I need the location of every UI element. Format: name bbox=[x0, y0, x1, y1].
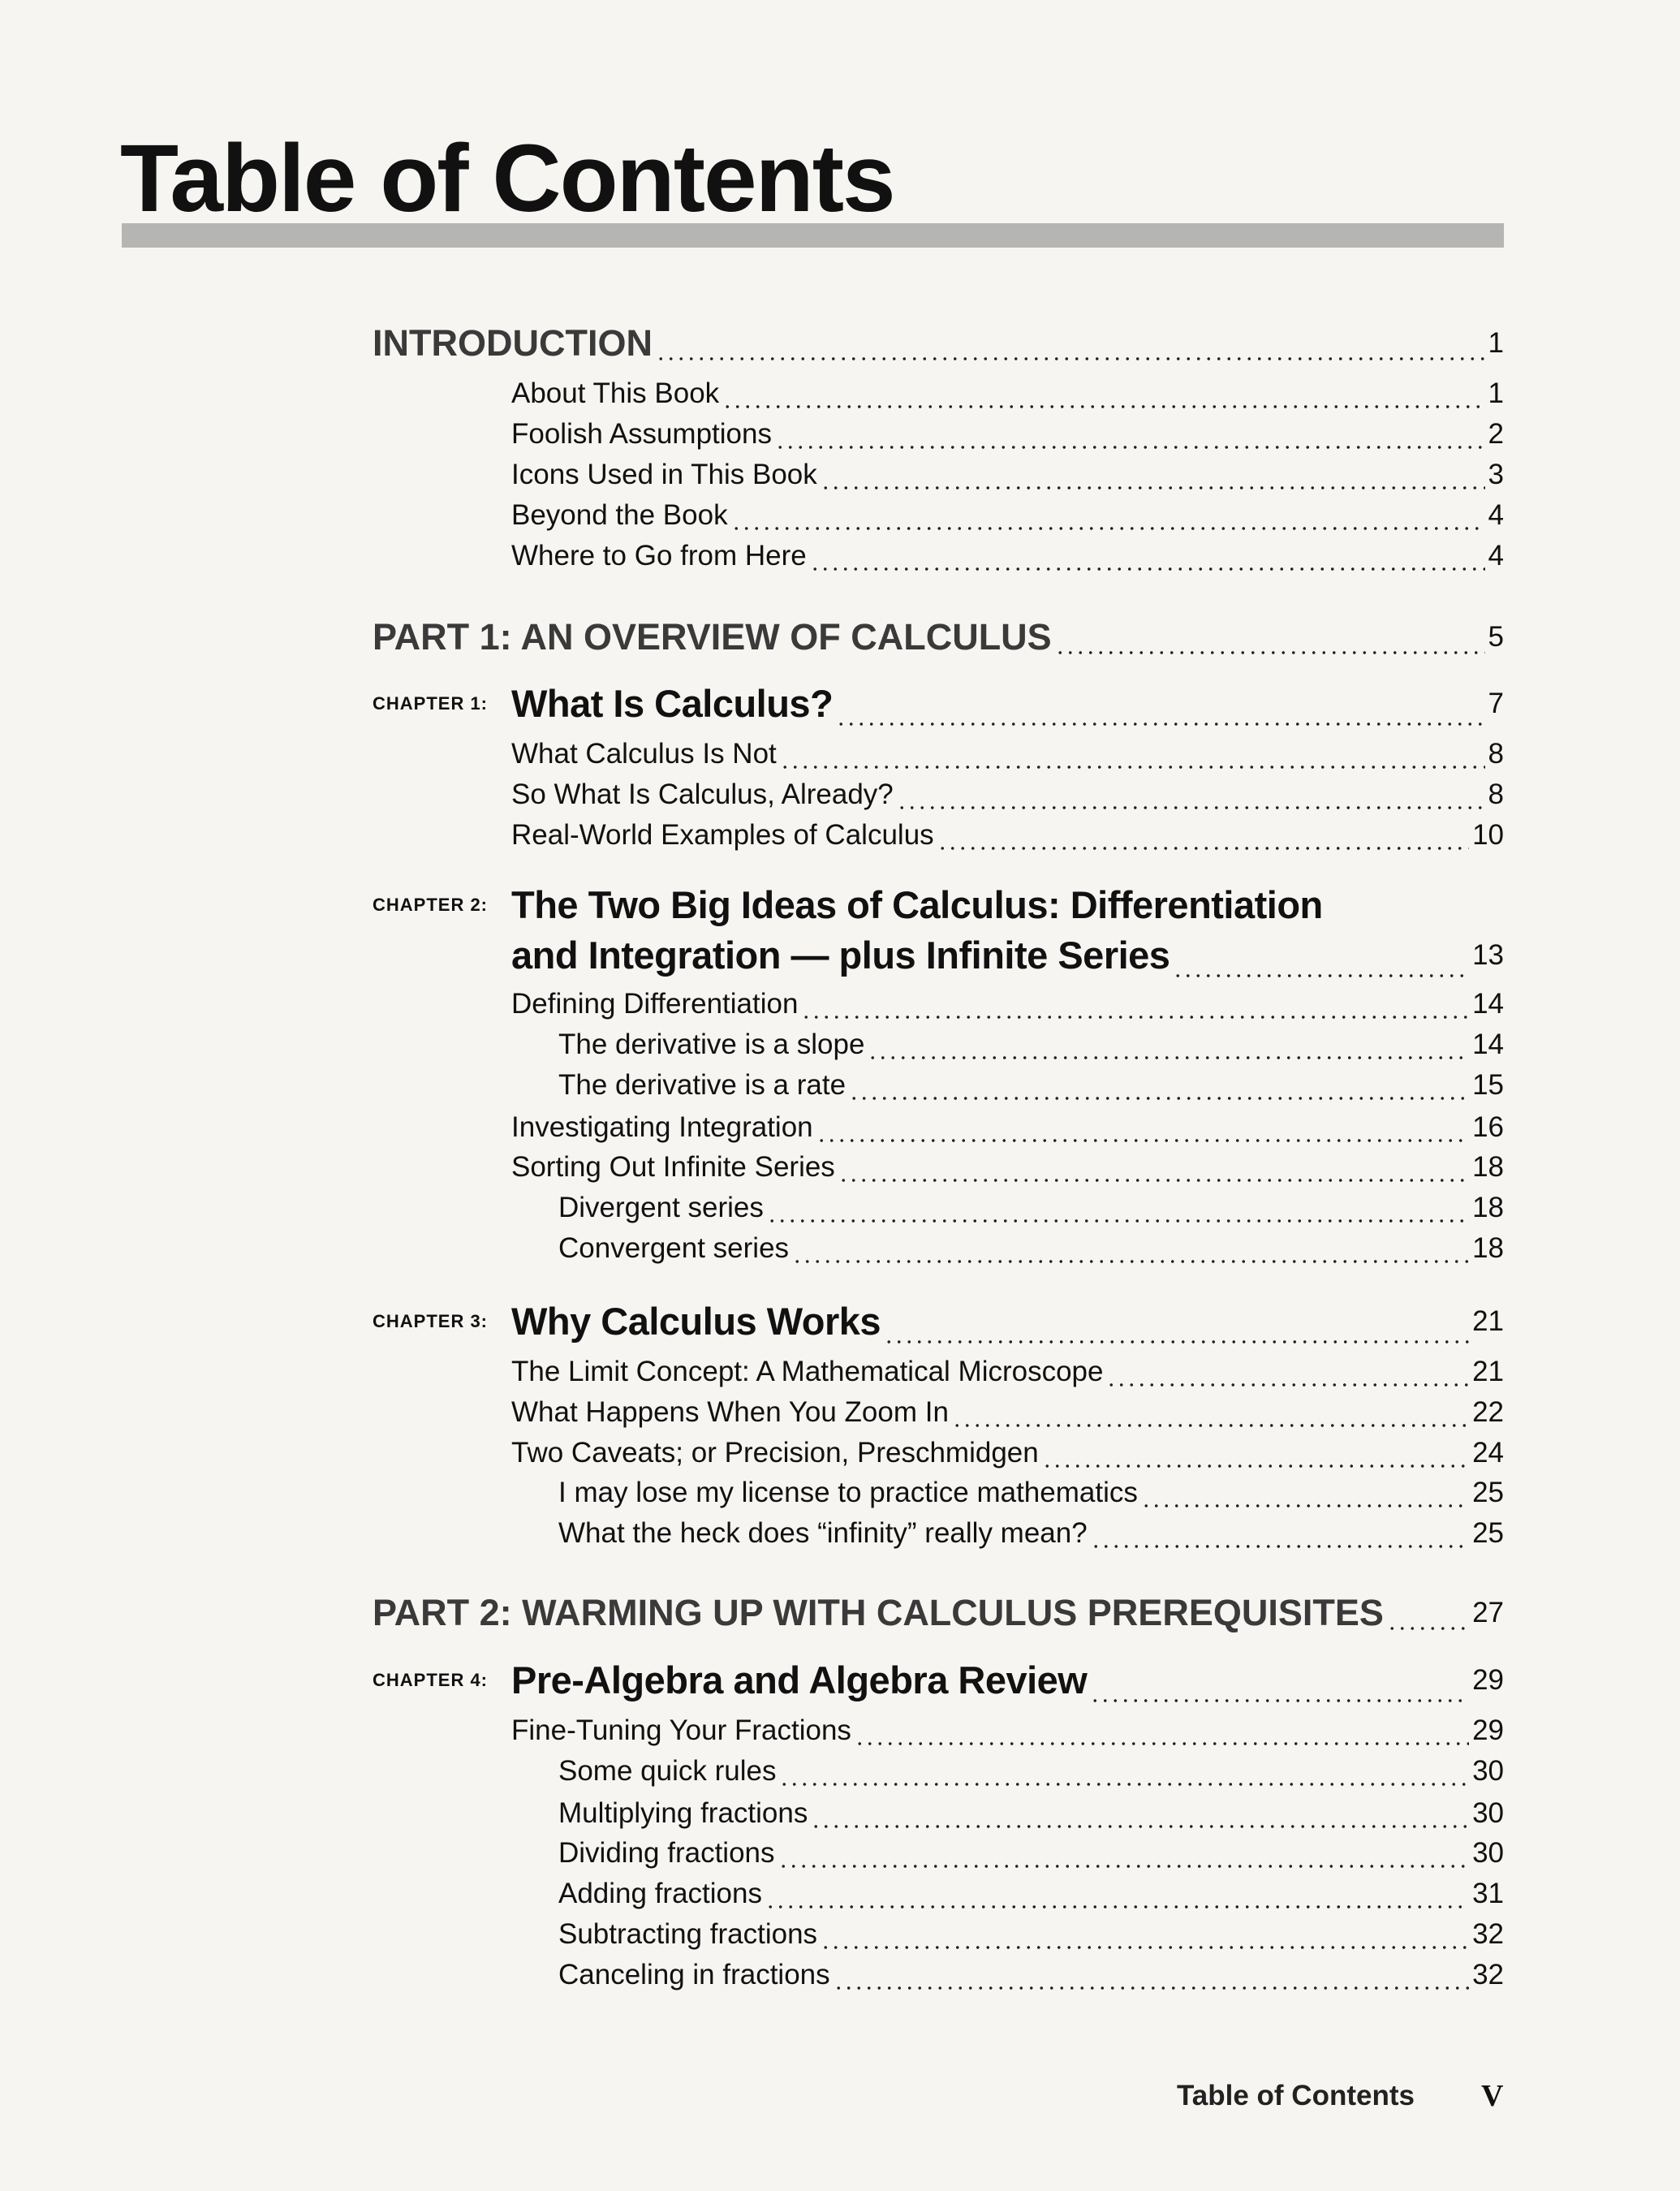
toc-entry-sub bbox=[558, 1833, 1504, 1874]
toc-entry-label: Sorting Out Infinite Series bbox=[511, 1151, 835, 1183]
toc-entry-page: 8 bbox=[1488, 738, 1504, 770]
toc-entry-label: Foolish Assumptions bbox=[511, 418, 772, 450]
toc-entry-sub bbox=[558, 1188, 1504, 1228]
toc-entry-label: The derivative is a rate bbox=[558, 1069, 846, 1101]
toc-entry-label: Some quick rules bbox=[558, 1755, 777, 1787]
toc-entry-label: Investigating Integration bbox=[511, 1111, 813, 1143]
toc-entry-sub bbox=[558, 1914, 1504, 1955]
dot-leader bbox=[816, 1119, 1469, 1148]
toc-entry-page: 16 bbox=[1472, 1111, 1504, 1143]
dot-leader bbox=[1091, 1525, 1469, 1554]
dot-leader bbox=[656, 331, 1485, 368]
toc-entry-item bbox=[511, 1352, 1504, 1392]
toc-entry-page: 3 bbox=[1488, 459, 1504, 490]
toc-entry-page: 25 bbox=[1472, 1517, 1504, 1549]
toc-entry-chapter bbox=[373, 1655, 1504, 1706]
toc-entry-page: 14 bbox=[1472, 988, 1504, 1020]
toc-entry-sub bbox=[558, 1513, 1504, 1554]
toc-entry-page: 27 bbox=[1472, 1597, 1504, 1628]
toc-entry-label: Divergent series bbox=[558, 1192, 764, 1223]
dot-leader bbox=[834, 1967, 1469, 1995]
toc-entry-item bbox=[511, 536, 1504, 576]
toc-entry-item bbox=[511, 1433, 1504, 1473]
dot-leader bbox=[780, 746, 1485, 774]
toc-entry-page: 14 bbox=[1472, 1029, 1504, 1060]
toc-entry-item bbox=[511, 774, 1504, 815]
toc-entry-sub bbox=[558, 1955, 1504, 1995]
toc-entry-page: 31 bbox=[1472, 1878, 1504, 1909]
toc-entry-part bbox=[373, 613, 1504, 662]
dot-leader bbox=[792, 1240, 1469, 1269]
toc-entry-page: 2 bbox=[1488, 418, 1504, 450]
dot-leader bbox=[778, 1845, 1470, 1874]
toc-entry-label: Fine-Tuning Your Fractions bbox=[511, 1714, 851, 1746]
toc-entry-label: The derivative is a slope bbox=[558, 1029, 865, 1060]
toc-entry-page: 4 bbox=[1488, 540, 1504, 571]
toc-entry-sub bbox=[558, 1228, 1504, 1269]
toc-entry-page: 4 bbox=[1488, 499, 1504, 531]
toc-entry-page: 15 bbox=[1472, 1069, 1504, 1101]
toc-entry-item bbox=[511, 414, 1504, 455]
toc-entry-label: Dividing fractions bbox=[558, 1837, 775, 1869]
toc-entry-chapter bbox=[373, 880, 1504, 930]
toc-entry-chapter-cont bbox=[511, 930, 1504, 981]
toc-entry-sub bbox=[558, 1024, 1504, 1065]
toc-entry-label: Canceling in fractions bbox=[558, 1959, 830, 1990]
toc-entry-page: 30 bbox=[1472, 1755, 1504, 1787]
toc-entry-sub bbox=[558, 1793, 1504, 1834]
dot-leader bbox=[810, 548, 1485, 576]
toc-entry-label: What Calculus Is Not bbox=[511, 738, 777, 770]
toc-entry-page: 18 bbox=[1472, 1151, 1504, 1183]
toc-entry-page: 13 bbox=[1472, 939, 1504, 971]
toc-entry-page: 7 bbox=[1488, 688, 1504, 719]
toc-entry-page: 8 bbox=[1488, 778, 1504, 810]
dot-leader bbox=[1106, 1364, 1469, 1392]
toc-entry-label: Convergent series bbox=[558, 1232, 790, 1264]
toc-entry-chapter bbox=[373, 1296, 1504, 1347]
dot-leader bbox=[1173, 968, 1469, 981]
dot-leader bbox=[1055, 625, 1485, 662]
dot-leader bbox=[855, 1723, 1469, 1751]
toc-entry-label: About This Book bbox=[511, 377, 720, 409]
toc-entry-page: 21 bbox=[1472, 1305, 1504, 1337]
page-title: Table of Contents bbox=[120, 125, 894, 232]
toc-entry-label: Real-World Examples of Calculus bbox=[511, 819, 934, 851]
toc-entry-label: So What Is Calculus, Already? bbox=[511, 778, 894, 810]
toc-entry-sub bbox=[558, 1751, 1504, 1792]
dot-leader bbox=[811, 1805, 1469, 1834]
dot-leader bbox=[952, 1404, 1469, 1433]
toc-entry-label: Defining Differentiation bbox=[511, 988, 799, 1020]
toc-entry-item bbox=[511, 455, 1504, 495]
toc-entry-page: 32 bbox=[1472, 1918, 1504, 1950]
dot-leader bbox=[884, 1334, 1469, 1347]
toc-entry-page: 1 bbox=[1488, 327, 1504, 359]
toc-entry-part bbox=[373, 319, 1504, 368]
dot-leader bbox=[779, 1763, 1469, 1792]
dot-leader bbox=[1387, 1601, 1469, 1637]
toc-entry-page: 30 bbox=[1472, 1797, 1504, 1829]
toc-entry-item bbox=[511, 815, 1504, 856]
toc-entry-label: What the heck does “infinity” really mean? bbox=[558, 1517, 1088, 1549]
toc-entry-page: 29 bbox=[1472, 1664, 1504, 1696]
toc-entry-sub bbox=[558, 1874, 1504, 1914]
toc-entry-label: Adding fractions bbox=[558, 1878, 762, 1909]
dot-leader bbox=[821, 1926, 1469, 1955]
running-footer-title: Table of Contents bbox=[1177, 2080, 1415, 2111]
toc-entry-item bbox=[511, 1392, 1504, 1433]
toc-entry-label: Beyond the Book bbox=[511, 499, 728, 531]
toc-entry-page: 18 bbox=[1472, 1192, 1504, 1223]
dot-leader bbox=[821, 467, 1485, 495]
toc-entry-item bbox=[511, 495, 1504, 536]
toc-entry-item bbox=[511, 1147, 1504, 1188]
dot-leader bbox=[868, 1037, 1469, 1065]
toc-entry-page: 21 bbox=[1472, 1356, 1504, 1387]
dot-leader bbox=[765, 1886, 1469, 1914]
toc-entry-label: Two Caveats; or Precision, Preschmidgen bbox=[511, 1437, 1039, 1469]
toc-entry-label: Subtracting fractions bbox=[558, 1918, 818, 1950]
toc-entry-label: Why Calculus Works bbox=[511, 1300, 881, 1343]
toc-entry-page: 25 bbox=[1472, 1477, 1504, 1508]
toc-entry-page: 5 bbox=[1488, 621, 1504, 653]
toc-entry-label: I may lose my license to practice mathematics bbox=[558, 1477, 1138, 1508]
toc-entry-part bbox=[373, 1589, 1504, 1637]
toc-entry-label: The Limit Concept: A Mathematical Microscope bbox=[511, 1356, 1104, 1387]
chapter-number: CHAPTER 2: bbox=[373, 895, 489, 915]
toc-entry-page: 24 bbox=[1472, 1437, 1504, 1469]
toc-entry-page: 30 bbox=[1472, 1837, 1504, 1869]
dot-leader bbox=[731, 507, 1485, 536]
toc-entry-sub bbox=[558, 1065, 1504, 1106]
toc-entry-item bbox=[511, 1107, 1504, 1148]
chapter-number: CHAPTER 1: bbox=[373, 693, 489, 714]
toc-entry-sub bbox=[558, 1473, 1504, 1513]
dot-leader bbox=[767, 1200, 1469, 1228]
dot-leader bbox=[775, 426, 1485, 455]
toc-entry-page: 32 bbox=[1472, 1959, 1504, 1990]
toc-entry-label: and Integration — plus Infinite Series bbox=[511, 934, 1170, 977]
toc-entry-chapter bbox=[373, 679, 1504, 729]
toc-entry-page: 10 bbox=[1472, 819, 1504, 851]
dot-leader bbox=[897, 787, 1485, 815]
toc-entry-item bbox=[511, 984, 1504, 1024]
dot-leader bbox=[1090, 1693, 1469, 1706]
dot-leader bbox=[722, 386, 1484, 414]
chapter-number: CHAPTER 4: bbox=[373, 1670, 489, 1690]
toc-entry-item bbox=[511, 373, 1504, 414]
dot-leader bbox=[1042, 1445, 1469, 1473]
toc-entry-label: Pre-Algebra and Algebra Review bbox=[511, 1658, 1088, 1701]
toc-entry-label: Where to Go from Here bbox=[511, 540, 807, 571]
toc-entry-label: PART 2: WARMING UP WITH CALCULUS PREREQUISITES bbox=[373, 1592, 1384, 1633]
toc-entry-label: What Happens When You Zoom In bbox=[511, 1396, 949, 1428]
toc-entry-page: 18 bbox=[1472, 1232, 1504, 1264]
toc-entry-item bbox=[511, 734, 1504, 774]
toc-entry-page: 22 bbox=[1472, 1396, 1504, 1428]
toc-entry-label: The Two Big Ideas of Calculus: Differentiation bbox=[511, 883, 1323, 926]
dot-leader bbox=[838, 1159, 1469, 1188]
dot-leader bbox=[849, 1077, 1469, 1106]
chapter-number: CHAPTER 3: bbox=[373, 1311, 489, 1331]
dot-leader bbox=[836, 716, 1484, 729]
dot-leader bbox=[801, 996, 1469, 1024]
toc-entry-page: 1 bbox=[1488, 377, 1504, 409]
page-number: V bbox=[1481, 2079, 1504, 2113]
toc-entry-label: What Is Calculus? bbox=[511, 682, 834, 725]
toc-entry-label: Multiplying fractions bbox=[558, 1797, 808, 1829]
dot-leader bbox=[937, 827, 1469, 856]
dot-leader bbox=[1141, 1485, 1469, 1513]
toc-entry-page: 29 bbox=[1472, 1714, 1504, 1746]
toc-entry-label: Icons Used in This Book bbox=[511, 459, 817, 490]
toc-entry-label: PART 1: AN OVERVIEW OF CALCULUS bbox=[373, 616, 1052, 658]
toc-entry-item bbox=[511, 1710, 1504, 1751]
toc-entry-label: INTRODUCTION bbox=[373, 322, 653, 364]
